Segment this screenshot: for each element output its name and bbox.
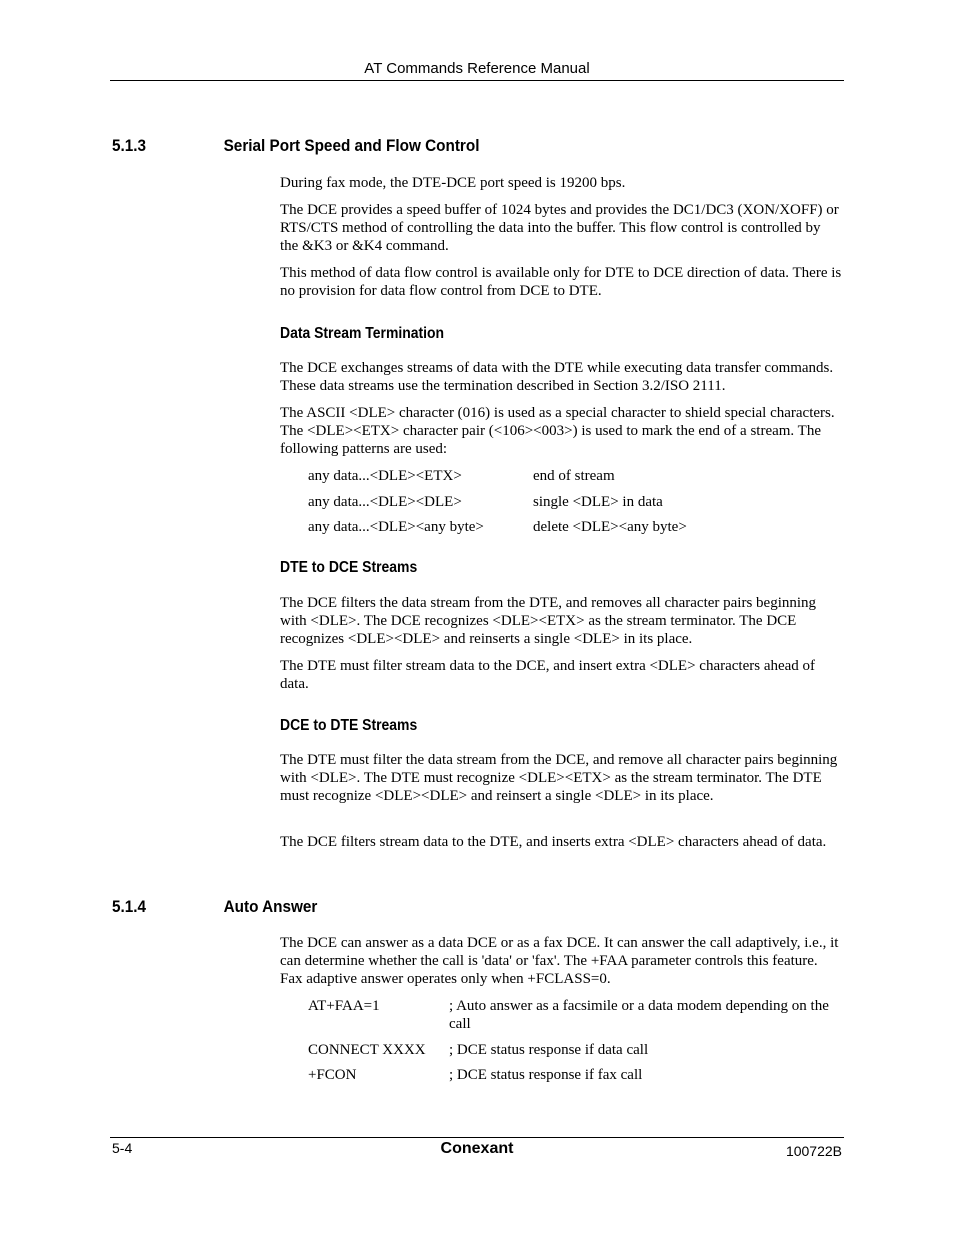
paragraph: The DTE must filter stream data to the DCE, and insert extra <DLE> characters ahead of data.	[280, 658, 816, 692]
paragraph: The DCE can answer as a data DCE or as a fax DCE. It can answer the call adaptively, i.e., it can determine whether the call is 'data' or 'fax'. The +FAA parameter controls this feature. Fax adaptive answer operates only when +FCLASS=0.	[280, 935, 839, 987]
paragraph: The DTE must filter the data stream from the DCE, and remove all character pairs beginning with <DLE>. The DTE must recognize <DLE><ETX> as the stream terminator. The DTE must recognize <DLE><DLE> and reinsert a single <DLE> in its place.	[280, 752, 838, 804]
page-number: 5-4	[112, 1140, 133, 1156]
subheading-data-stream-termination: Data Stream Termination	[280, 325, 445, 342]
footer-rule	[110, 1137, 844, 1138]
paragraph: The DCE filters the data stream from the DTE, and removes all character pairs beginning with <DLE>. The DCE recognizes <DLE><ETX> as the stream terminator. The DCE recognizes <DLE><DLE> and reinserts a single <DLE> in its place.	[280, 595, 817, 647]
paragraph: During fax mode, the DTE-DCE port speed is 19200 bps.	[280, 175, 626, 191]
paragraph: This method of data flow control is available only for DTE to DCE direction of data. There is no provision for data flow control from DCE to DTE.	[280, 265, 842, 299]
running-header: AT Commands Reference Manual	[364, 60, 590, 77]
section-heading-5-1-3	[112, 136, 479, 156]
section-title: Auto Answer	[223, 897, 318, 916]
footer-company: Conexant	[440, 1140, 514, 1157]
paragraph: The DCE filters stream data to the DTE, and inserts extra <DLE> characters ahead of data.	[280, 834, 827, 850]
pattern-text: any data...<DLE><any byte>	[308, 519, 484, 535]
pattern-meaning: end of stream	[533, 468, 615, 484]
paragraph: The DCE provides a speed buffer of 1024 bytes and provides the DC1/DC3 (XON/XOFF) or RTS/CTS method of controlling the data into the buffer. This flow control is controlled by the &K3 or &K4 command.	[280, 202, 839, 254]
section-heading-5-1-4	[112, 897, 317, 917]
paragraph: The DCE exchanges streams of data with the DTE while executing data transfer commands. These data streams use the termination described in Section 3.2/ISO 2111.	[280, 360, 834, 394]
section-number: 5.1.4	[112, 897, 147, 916]
pattern-meaning: delete <DLE><any byte>	[533, 519, 687, 535]
section-number: 5.1.3	[112, 136, 147, 155]
subheading-dce-to-dte-streams: DCE to DTE Streams	[280, 717, 418, 734]
pattern-meaning: single <DLE> in data	[533, 494, 663, 510]
document-number: 100722B	[785, 1143, 842, 1159]
command-text: CONNECT XXXX	[308, 1042, 426, 1058]
command-description: ; Auto answer as a facsimile or a data modem depending on the call	[449, 998, 829, 1032]
command-text: AT+FAA=1	[308, 998, 380, 1014]
subheading-dte-to-dce-streams: DTE to DCE Streams	[280, 559, 418, 576]
command-text: +FCON	[308, 1067, 357, 1083]
paragraph: The ASCII <DLE> character (016) is used as a special character to shield special characters. The <DLE><ETX> character pair (<106><003>) is used to mark the end of a stream. The following patterns are used:	[280, 405, 835, 457]
pattern-text: any data...<DLE><DLE>	[308, 494, 462, 510]
command-description: ; DCE status response if fax call	[449, 1067, 643, 1083]
pattern-text: any data...<DLE><ETX>	[308, 468, 462, 484]
command-description: ; DCE status response if data call	[449, 1042, 649, 1058]
header-rule	[110, 80, 844, 81]
section-title: Serial Port Speed and Flow Control	[223, 136, 480, 155]
